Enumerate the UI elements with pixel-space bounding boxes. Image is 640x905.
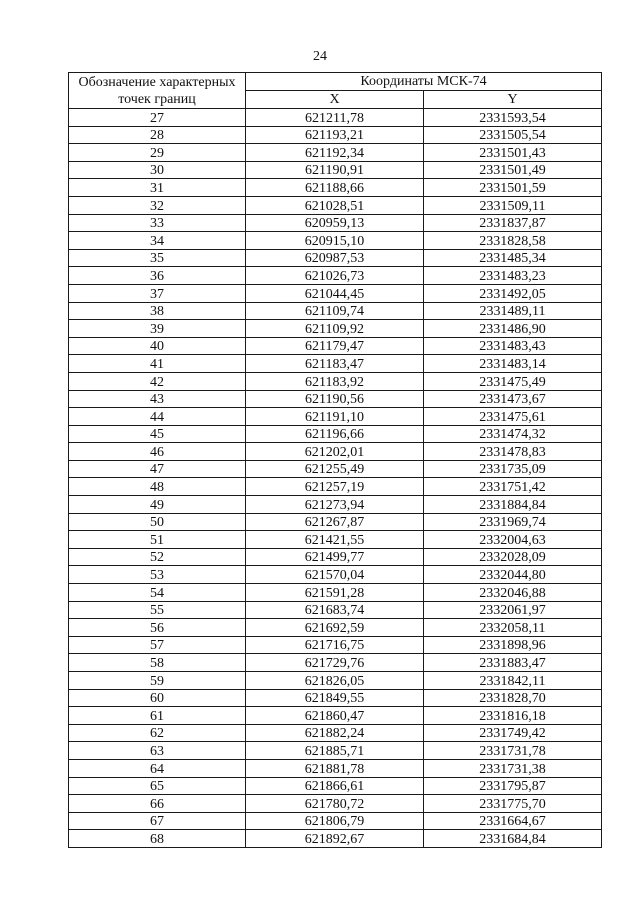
y-coordinate-cell: 2331478,83 [424, 443, 602, 461]
point-number-cell: 32 [69, 196, 246, 214]
coordinates-header: Координаты МСК-74 [246, 73, 602, 91]
x-coordinate-cell: 621716,75 [246, 636, 424, 654]
table-row [69, 320, 602, 338]
point-number-cell: 46 [69, 443, 246, 461]
table-row [69, 777, 602, 795]
x-coordinate-cell: 621780,72 [246, 795, 424, 813]
x-coordinate-cell: 621193,21 [246, 126, 424, 144]
y-coordinate-cell: 2331486,90 [424, 320, 602, 338]
x-coordinate-cell: 621255,49 [246, 460, 424, 478]
x-coordinate-cell: 621202,01 [246, 443, 424, 461]
point-number-cell: 29 [69, 144, 246, 162]
point-number-cell: 38 [69, 302, 246, 320]
y-coordinate-cell: 2331731,78 [424, 742, 602, 760]
x-coordinate-cell: 621196,66 [246, 425, 424, 443]
x-coordinate-cell: 621729,76 [246, 654, 424, 672]
y-coordinate-cell: 2331501,43 [424, 144, 602, 162]
y-coordinate-cell: 2331489,11 [424, 302, 602, 320]
y-coordinate-cell: 2331485,34 [424, 249, 602, 267]
table-row [69, 496, 602, 514]
table-row [69, 513, 602, 531]
x-coordinate-cell: 621028,51 [246, 196, 424, 214]
point-number-cell: 55 [69, 601, 246, 619]
table-row [69, 830, 602, 848]
point-number-cell: 34 [69, 232, 246, 250]
table-row [69, 531, 602, 549]
y-coordinate-cell: 2331749,42 [424, 724, 602, 742]
table-header [69, 73, 602, 109]
table-row [69, 425, 602, 443]
y-coordinate-cell: 2331475,61 [424, 408, 602, 426]
point-number-cell: 39 [69, 320, 246, 338]
x-coordinate-cell: 621267,87 [246, 513, 424, 531]
point-number-cell: 56 [69, 619, 246, 637]
table-row [69, 584, 602, 602]
point-number-cell: 59 [69, 672, 246, 690]
point-number-cell: 49 [69, 496, 246, 514]
point-number-cell: 27 [69, 109, 246, 127]
point-number-cell: 57 [69, 636, 246, 654]
y-coordinate-cell: 2331474,32 [424, 425, 602, 443]
x-coordinate-cell: 621191,10 [246, 408, 424, 426]
y-coordinate-cell: 2331735,09 [424, 460, 602, 478]
table-row [69, 337, 602, 355]
point-number-cell: 48 [69, 478, 246, 496]
x-coordinate-cell: 621849,55 [246, 689, 424, 707]
point-number-cell: 31 [69, 179, 246, 197]
point-number-cell: 65 [69, 777, 246, 795]
x-coordinate-cell: 621109,92 [246, 320, 424, 338]
x-coordinate-cell: 621881,78 [246, 759, 424, 777]
table-row [69, 267, 602, 285]
x-coordinate-cell: 621183,92 [246, 372, 424, 390]
y-coordinate-cell: 2331842,11 [424, 672, 602, 690]
y-coordinate-cell: 2332046,88 [424, 584, 602, 602]
point-number-cell: 51 [69, 531, 246, 549]
table-row [69, 355, 602, 373]
x-coordinate-cell: 621188,66 [246, 179, 424, 197]
y-coordinate-cell: 2331483,14 [424, 355, 602, 373]
table-row [69, 812, 602, 830]
point-number-cell: 45 [69, 425, 246, 443]
point-number-cell: 35 [69, 249, 246, 267]
x-coordinate-cell: 621892,67 [246, 830, 424, 848]
x-coordinate-cell: 621044,45 [246, 284, 424, 302]
y-coordinate-cell: 2331828,58 [424, 232, 602, 250]
y-coordinate-cell: 2331505,54 [424, 126, 602, 144]
point-number-cell: 36 [69, 267, 246, 285]
table-row [69, 601, 602, 619]
x-coordinate-cell: 621190,56 [246, 390, 424, 408]
y-coordinate-cell: 2331969,74 [424, 513, 602, 531]
point-number-cell: 50 [69, 513, 246, 531]
point-number-cell: 67 [69, 812, 246, 830]
coordinates-table [68, 72, 602, 848]
point-number-cell: 47 [69, 460, 246, 478]
table-row [69, 390, 602, 408]
y-coordinate-cell: 2331731,38 [424, 759, 602, 777]
x-coordinate-cell: 621026,73 [246, 267, 424, 285]
x-coordinate-cell: 621421,55 [246, 531, 424, 549]
table-row [69, 232, 602, 250]
x-coordinate-cell: 621882,24 [246, 724, 424, 742]
y-coordinate-cell: 2331884,84 [424, 496, 602, 514]
point-number-cell: 53 [69, 566, 246, 584]
table-row [69, 144, 602, 162]
y-coordinate-cell: 2331664,67 [424, 812, 602, 830]
table-row [69, 109, 602, 127]
x-coordinate-cell: 621860,47 [246, 707, 424, 725]
table-row [69, 196, 602, 214]
table-row [69, 408, 602, 426]
table-row [69, 566, 602, 584]
page-number: 24 [313, 49, 327, 64]
point-number-cell: 28 [69, 126, 246, 144]
point-number-cell: 43 [69, 390, 246, 408]
point-number-cell: 42 [69, 372, 246, 390]
x-coordinate-cell: 620915,10 [246, 232, 424, 250]
x-coordinate-cell: 621273,94 [246, 496, 424, 514]
y-coordinate-cell: 2332004,63 [424, 531, 602, 549]
point-number-cell: 66 [69, 795, 246, 813]
y-column-header: Y [424, 91, 602, 109]
table-row [69, 443, 602, 461]
x-coordinate-cell: 621179,47 [246, 337, 424, 355]
table-row [69, 619, 602, 637]
table-row [69, 707, 602, 725]
table-row [69, 636, 602, 654]
x-coordinate-cell: 621570,04 [246, 566, 424, 584]
point-column-header: Обозначение характерных точек границ [69, 73, 246, 109]
table-row [69, 126, 602, 144]
table-row [69, 672, 602, 690]
x-coordinate-cell: 621806,79 [246, 812, 424, 830]
table-row [69, 654, 602, 672]
y-coordinate-cell: 2331883,47 [424, 654, 602, 672]
x-coordinate-cell: 621190,91 [246, 161, 424, 179]
point-number-cell: 61 [69, 707, 246, 725]
y-coordinate-cell: 2331501,59 [424, 179, 602, 197]
x-coordinate-cell: 621591,28 [246, 584, 424, 602]
y-coordinate-cell: 2331473,67 [424, 390, 602, 408]
x-coordinate-cell: 620959,13 [246, 214, 424, 232]
y-coordinate-cell: 2332044,80 [424, 566, 602, 584]
y-coordinate-cell: 2331509,11 [424, 196, 602, 214]
point-number-cell: 30 [69, 161, 246, 179]
x-coordinate-cell: 621109,74 [246, 302, 424, 320]
x-coordinate-cell: 621192,34 [246, 144, 424, 162]
table-row [69, 759, 602, 777]
y-coordinate-cell: 2331475,49 [424, 372, 602, 390]
y-coordinate-cell: 2331898,96 [424, 636, 602, 654]
y-coordinate-cell: 2331828,70 [424, 689, 602, 707]
table-row [69, 795, 602, 813]
table-row [69, 179, 602, 197]
point-number-cell: 62 [69, 724, 246, 742]
table-row [69, 214, 602, 232]
y-coordinate-cell: 2331593,54 [424, 109, 602, 127]
point-number-cell: 63 [69, 742, 246, 760]
table-row [69, 724, 602, 742]
x-coordinate-cell: 621885,71 [246, 742, 424, 760]
y-coordinate-cell: 2331837,87 [424, 214, 602, 232]
y-coordinate-cell: 2331483,23 [424, 267, 602, 285]
x-coordinate-cell: 621183,47 [246, 355, 424, 373]
table-row [69, 548, 602, 566]
y-coordinate-cell: 2332061,97 [424, 601, 602, 619]
table-row [69, 302, 602, 320]
x-coordinate-cell: 621257,19 [246, 478, 424, 496]
point-number-cell: 41 [69, 355, 246, 373]
table-row [69, 284, 602, 302]
point-number-cell: 33 [69, 214, 246, 232]
point-number-cell: 37 [69, 284, 246, 302]
point-number-cell: 40 [69, 337, 246, 355]
x-coordinate-cell: 621692,59 [246, 619, 424, 637]
table-row [69, 249, 602, 267]
point-number-cell: 64 [69, 759, 246, 777]
table-row [69, 372, 602, 390]
x-coordinate-cell: 621499,77 [246, 548, 424, 566]
table-row [69, 742, 602, 760]
point-number-cell: 68 [69, 830, 246, 848]
y-coordinate-cell: 2332058,11 [424, 619, 602, 637]
y-coordinate-cell: 2331751,42 [424, 478, 602, 496]
table-row [69, 460, 602, 478]
x-coordinate-cell: 621683,74 [246, 601, 424, 619]
x-coordinate-cell: 620987,53 [246, 249, 424, 267]
x-coordinate-cell: 621826,05 [246, 672, 424, 690]
y-coordinate-cell: 2331483,43 [424, 337, 602, 355]
x-coordinate-cell: 621211,78 [246, 109, 424, 127]
table-row [69, 161, 602, 179]
y-coordinate-cell: 2332028,09 [424, 548, 602, 566]
table-row [69, 689, 602, 707]
y-coordinate-cell: 2331501,49 [424, 161, 602, 179]
x-coordinate-cell: 621866,61 [246, 777, 424, 795]
y-coordinate-cell: 2331775,70 [424, 795, 602, 813]
table-body [69, 109, 602, 848]
y-coordinate-cell: 2331795,87 [424, 777, 602, 795]
point-number-cell: 44 [69, 408, 246, 426]
y-coordinate-cell: 2331816,18 [424, 707, 602, 725]
x-column-header: X [246, 91, 424, 109]
point-number-cell: 54 [69, 584, 246, 602]
y-coordinate-cell: 2331684,84 [424, 830, 602, 848]
point-number-cell: 52 [69, 548, 246, 566]
table-row [69, 478, 602, 496]
point-number-cell: 60 [69, 689, 246, 707]
y-coordinate-cell: 2331492,05 [424, 284, 602, 302]
point-number-cell: 58 [69, 654, 246, 672]
